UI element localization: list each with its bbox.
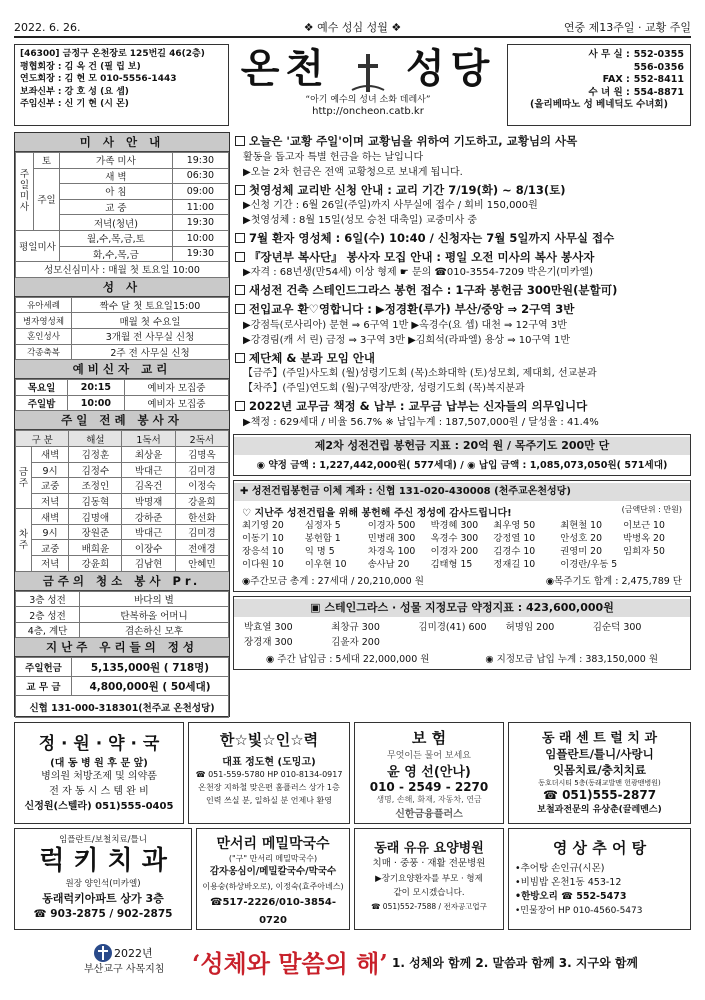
cell: 10:00	[172, 230, 228, 246]
cell: 혼인성사	[16, 328, 72, 344]
notice-list	[233, 134, 691, 430]
cell: 한선화	[175, 509, 228, 525]
donor-entry: 정재길 10	[493, 559, 536, 571]
donor-list-2	[560, 519, 686, 572]
cell: 바다의 별	[80, 591, 229, 607]
finance-title: 지난주 우리들의 정성	[15, 638, 229, 657]
rosary-total: ◉목주기도 합계 : 2,475,789 단	[545, 575, 682, 587]
council-president: 평협회장 : 김 옥 건 (필 립 보)	[20, 61, 141, 72]
cell: 예비자 모집중	[124, 395, 228, 411]
ad-title: 정 · 원 · 약 · 국	[38, 734, 160, 754]
ad-line: 잇몸치료/충치치료	[552, 763, 647, 777]
notice-title: 제단체 & 분과 모임 안내	[249, 350, 376, 365]
donor-entry: 김미경(41) 600	[418, 621, 487, 633]
ad-line: 생명, 손해, 화재, 자동차, 연금	[376, 795, 482, 804]
stained-box	[233, 596, 691, 670]
ad-title: 영 상 추 어 탕	[552, 839, 647, 857]
cell: 19:30	[172, 153, 228, 169]
fund-totals: ◉ 약정 금액 : 1,227,442,000원( 577세대) / ◉ 납입 금액 : 1,085,073,050원( 571세대)	[256, 459, 668, 471]
cell: 김명애	[69, 509, 122, 525]
checkbox-bullet-icon	[235, 304, 245, 314]
ad-line: 전 자 동 시 스 템 완 비	[49, 786, 149, 797]
month-title: ❖ 예수 성심 성월 ❖	[303, 21, 402, 34]
donor-entry: 최기영 20	[242, 519, 284, 531]
motto: “아기 예수의 성녀 소화 데레사”	[305, 95, 431, 105]
notice-detail: ▶첫영성체 : 8월 15일(성모 승천 대축일) 교중미사 중	[243, 215, 478, 227]
account-number: 신협 131-000-318301(천주교 온천성당)	[16, 696, 229, 718]
donor-entry: 최창규 300	[331, 621, 380, 633]
notices-column	[233, 132, 691, 717]
weekday-mass-label: 평일미사	[16, 230, 60, 261]
donor-entry: 이다원 10	[242, 559, 284, 571]
cell: 2층 성전	[16, 607, 80, 623]
donor-entry: 차경옥 100	[367, 546, 416, 558]
cell: 교 중	[60, 199, 173, 215]
stained-weekly: ◉ 주간 납입금 : 5세대 22,000,000 원	[265, 653, 430, 665]
notice-title: 새성전 건축 스테인드그라스 봉헌 접수 : 1구좌 봉헌금 300만원(분할可)	[249, 283, 618, 298]
cell: 박명재	[122, 493, 175, 509]
fund-box	[233, 434, 691, 476]
cell: 5,135,000원 ( 718명)	[72, 658, 229, 677]
donor-entry: 옥경수 300	[430, 532, 479, 544]
ad-line: 동래럭키아파트 상가 3층	[42, 892, 164, 905]
servers-title: 주일 전례 봉사자	[15, 411, 229, 430]
catechumen-table	[15, 379, 229, 411]
ad-line: •한방오리 ☎ 552-5473	[515, 891, 627, 902]
logo-left: 온천	[240, 45, 331, 92]
ad-lucky-dental	[14, 828, 192, 930]
donor-entry: 심정자 5	[304, 519, 341, 531]
sunday-mass-label: 주일미사	[16, 153, 34, 231]
cell: 2주 전 사무실 신청	[72, 344, 229, 360]
donor-entry: 임희자 50	[623, 546, 665, 558]
office-phone: 552-0355	[633, 49, 684, 60]
cell: 가족 미사	[60, 153, 173, 169]
donor-entry: 장응석 10	[242, 546, 284, 558]
donor-entry: 박병옥 20	[623, 532, 665, 544]
cell: 안혜민	[175, 556, 228, 572]
cell: 김옥건	[122, 478, 175, 494]
cell: 10:00	[68, 395, 125, 411]
cell: 새벽	[32, 446, 69, 462]
ad-line: ☎ 051-559-5780 HP 010-8134-0917	[195, 770, 343, 779]
ad-line: 원장 양인석(미카엘)	[65, 879, 141, 889]
cell: 박대근	[122, 462, 175, 478]
left-column	[14, 132, 230, 717]
mass-title: 미 사 안 내	[15, 133, 229, 152]
cell: 3층 성전	[16, 591, 80, 607]
cell: 김남현	[122, 556, 175, 572]
ad-line: 감자옹심이/메밀칼국수/막국수	[209, 866, 337, 877]
convent-name: (올리베따노 성 베네딕도 수녀회)	[530, 99, 668, 110]
notice-title: 2022년 교무금 책정 & 납부 : 교무금 납부는 신자들의 의무입니다	[249, 399, 588, 414]
cell: 병자영성체	[16, 313, 72, 329]
cleaning-table	[15, 591, 229, 639]
sacraments-title: 성 사	[15, 278, 229, 297]
cell: 9시	[32, 462, 69, 478]
this-week-label: 금주	[16, 446, 32, 508]
donor-entry: 이동기 10	[242, 532, 284, 544]
cell: 강윤희	[69, 556, 122, 572]
cell: 김명옥	[175, 446, 228, 462]
cell: 월,수,목,금,토	[60, 230, 173, 246]
checkbox-bullet-icon	[235, 185, 245, 195]
checkbox-bullet-icon	[235, 136, 245, 146]
cell: 김정수	[69, 462, 122, 478]
cell: 매월 첫 수요일	[72, 313, 229, 329]
ad-line: 010 - 2549 - 2270	[369, 780, 489, 794]
checkbox-bullet-icon	[235, 252, 245, 262]
donor-entry: 장경재 300	[244, 636, 293, 648]
cell: 장원준	[69, 524, 122, 540]
cell: 전애경	[175, 540, 228, 556]
cell: 1독서	[122, 431, 175, 447]
cell: 목요일	[16, 380, 68, 396]
cell: 주일헌금	[16, 658, 72, 677]
ad-nursing-hospital	[354, 828, 504, 930]
notice-item	[233, 134, 691, 180]
cell: 구 분	[16, 431, 69, 447]
ad-line: ☎517-2226/010-3854-0720	[210, 897, 336, 926]
donor-entry: 최현철 10	[560, 519, 603, 531]
cell: 짝수 달 첫 토요일15:00	[72, 297, 229, 313]
cleaning-title: 금주의 청소 봉사 Pr.	[15, 572, 229, 591]
ad-line: 온천장 지하철 맞은편 홈플러스 상가 1층	[198, 783, 340, 792]
catechumen-title: 예비신자 교리	[15, 360, 229, 379]
mass-table	[15, 152, 229, 278]
cell: 토	[34, 153, 60, 169]
ad-title: 만서리 메밀막국수	[216, 836, 330, 852]
ad-dental-central	[508, 722, 691, 824]
donor-entry: 이경란/우동 5	[560, 559, 618, 571]
donor-entry: 이경자 500	[367, 519, 416, 531]
ad-line: ☎ 051)552-7588 / 전자공고업구	[371, 902, 487, 911]
ad-subtitle: 무엇이든 물어 보세요	[387, 751, 471, 761]
label: 수 녀 원 :	[588, 86, 630, 98]
sacraments-table	[15, 297, 229, 360]
cell: 4,800,000원 ( 50세대)	[72, 677, 229, 696]
cell: 겸손하신 모후	[80, 622, 229, 638]
cell: 박대근	[122, 524, 175, 540]
notice-title: 첫영성체 교리반 신청 안내 : 교리 기간 7/19(화) ~ 8/13(토)	[249, 182, 566, 197]
cell: 배희윤	[69, 540, 122, 556]
address: [46300] 금정구 온천장로 125번길 46(2층)	[20, 49, 205, 59]
ad-buckwheat	[196, 828, 350, 930]
ad-title: 동 래 센 트 럴 치 과	[541, 731, 658, 746]
ad-title: 보 험	[411, 729, 447, 747]
cell: 06:30	[172, 168, 228, 184]
cell: 아 침	[60, 184, 173, 200]
notice-item	[233, 302, 691, 348]
ad-line: •민물장어 HP 010-4560-5473	[515, 906, 643, 916]
notice-title: 7월 환자 영성체 : 6일(수) 10:40 / 신청자는 7월 5일까지 사무실 접수	[249, 231, 615, 246]
cell: 19:30	[172, 246, 228, 262]
pastor: 주임신부 : 신 기 현 (시 몬)	[20, 99, 129, 109]
cell: 탄복하올 어머니	[80, 607, 229, 623]
top-bar	[14, 18, 691, 38]
donor-entry: 김윤자 200	[331, 636, 380, 648]
donor-entry: 김경수 10	[493, 546, 536, 558]
donor-entry: 이경자 200	[430, 546, 479, 558]
footer	[14, 940, 691, 990]
cell: 김미경	[175, 524, 228, 540]
ad-subtitle: 임플란트/보철치료/틀니	[59, 835, 147, 845]
ad-line: 치매 · 중풍 · 재활 전문병원	[372, 858, 486, 869]
convent-phone: 554-8871	[633, 86, 684, 98]
thanks-message: ♡ 지난주 성전건립을 위해 봉헌해 주신 정성에 감사드립니다!	[242, 507, 512, 519]
cell: 주일	[34, 168, 60, 230]
cell: 이정숙	[175, 478, 228, 494]
notice-item	[233, 231, 691, 247]
servers-table	[15, 430, 229, 571]
footer-org: 부산교구 사목지침	[84, 964, 165, 975]
office-phone-2: 556-0356	[633, 61, 684, 73]
ad-line: ▶장기요양환자를 부모 · 형제	[375, 874, 483, 884]
notice-detail: ▶강경림(캐 서 린) 금정 ⇒ 3구역 3반 ▶김희석(라파엘) 용상 ⇒ 10구역 1반	[243, 334, 571, 346]
logo-right: 성당	[405, 45, 496, 92]
ad-loach-soup	[508, 828, 691, 930]
ad-line: 윤 영 선(안나)	[387, 765, 471, 780]
footer-points: 1. 성체와 함께 2. 말씀과 함께 3. 지구와 함께	[392, 956, 639, 970]
ad-line: 동호더시티 5층(동래교발맨 헌광맨병원)	[538, 779, 661, 787]
cell: 저녁(청년)	[60, 215, 173, 231]
cell: 9시	[32, 524, 69, 540]
donation-box	[233, 480, 691, 592]
notice-item	[233, 399, 691, 430]
ad-line: 이용숭(하상바오로), 이정숙(효주아녜스)	[202, 882, 344, 891]
donor-entry: 송사남 20	[367, 559, 410, 571]
notice-detail: ▶자격 : 68년생(만54세) 이상 형제 ☛ 문의 ☎010-3554-7209 박은기(미카엘)	[243, 267, 594, 279]
notice-title: 전입교우 환♡영합니다 : ▶정경환(루가) 부산/중앙 ⇒ 2구역 3반	[249, 301, 575, 316]
ad-line: •비빔밥 온천1동 453-12	[515, 877, 622, 888]
ad-title: 한☆빛☆인☆력	[219, 731, 319, 749]
donor-entry: 민병래 300	[367, 532, 416, 544]
ad-line: 병의원 처방조제 및 의약품	[41, 771, 157, 782]
ad-line: 임플란트/틀니/사랑니	[545, 747, 654, 761]
ad-line: 같이 모시겠습니다.	[393, 888, 465, 898]
ad-staffing	[188, 722, 350, 824]
ad-pharmacy	[14, 722, 184, 824]
notice-detail: 【금주】(주일)사도회 (월)성령기도회 (목)소화대학 (토)성모회, 제대회, 선교분과	[243, 368, 597, 380]
cell: 교중	[32, 478, 69, 494]
assistant-priest: 보좌신부 : 강 호 성 (요 셉)	[20, 86, 129, 97]
notice-detail: ▶신청 기간 : 6월 26일(주일)까지 사무실에 접수 / 회비 150,000원	[243, 200, 538, 212]
donor-list	[238, 519, 560, 572]
notice-title: 『장년부 복사단』 봉사자 모집 안내 : 평일 오전 미사의 복사 봉사자	[249, 249, 595, 264]
donor-entry: 허명임 200	[505, 621, 555, 633]
ad-title: 동래 유유 요양병원	[374, 841, 484, 856]
ad-insurance	[354, 722, 504, 824]
notice-item	[233, 183, 691, 229]
cell: 3개월 전 사무실 신청	[72, 328, 229, 344]
ad-line: ☎ 051)555-2877	[542, 788, 657, 802]
cell: 19:30	[172, 215, 228, 231]
donor-entry: 김순덕 300	[592, 621, 642, 633]
stained-total: ◉ 지정모금 납입 누계 : 383,150,000 원	[485, 653, 659, 665]
cell: 교중	[32, 540, 69, 556]
next-week-label: 차주	[16, 509, 32, 571]
notice-item	[233, 250, 691, 281]
ad-line: •추어탕 손인규(시몬)	[515, 863, 605, 874]
label: 사 무 실 :	[588, 49, 630, 60]
cross-icon	[350, 52, 386, 92]
ad-line: 보철과전문의 유상춘(끌레멘스)	[537, 805, 662, 815]
sunday-title: 연중 제13주일 · 교황 주일	[563, 21, 691, 34]
parish-info	[14, 44, 229, 126]
ad-line: 신정원(스텔라) 051)555-0405	[24, 801, 174, 812]
notice-detail: 【차주】(주일)연도회 (월)구역장/반장, 성령기도회 (목)복지분과	[243, 383, 525, 395]
yeondo-president: 연도회장 : 김 현 모 010-5556-1443	[20, 74, 177, 84]
cell: 주일밤	[16, 395, 68, 411]
donor-entry: 권영미 20	[560, 546, 603, 558]
donor-entry: 이우현 10	[304, 559, 347, 571]
cell: 저녁	[32, 493, 69, 509]
cell: 조정인	[69, 478, 122, 494]
finance-table	[15, 657, 229, 718]
cell: 예비자 모집중	[124, 380, 228, 396]
unit-note: (금액단위 : 만원)	[621, 504, 682, 514]
ad-title: 럭 키 치 과	[39, 846, 167, 876]
donor-entry: 봉헌함 1	[304, 532, 341, 544]
notice-detail: ▶강점득(로사리아) 문현 ⇒ 6구역 1반 ▶옥경수(요 셉) 대천 ⇒ 12구역 3반	[243, 319, 567, 331]
cell: 유아세례	[16, 297, 72, 313]
cell: 새벽	[32, 509, 69, 525]
ad-line: ☎ 903-2875 / 902-2875	[33, 908, 173, 920]
cell: 최상윤	[122, 446, 175, 462]
ad-line: 신한금융플러스	[395, 809, 463, 820]
cell: 4층, 계단	[16, 622, 80, 638]
notice-item	[233, 351, 691, 397]
notice-item	[233, 283, 691, 299]
ad-line: 인력 쓰실 분, 일하실 분 언제나 환영	[206, 796, 332, 805]
checkbox-bullet-icon	[235, 401, 245, 411]
ad-subtitle: 대표 정도현 (도밍고)	[222, 757, 316, 768]
footer-year: 2022년	[114, 947, 153, 960]
stained-title: ▣ 스테인그라스 · 성물 지정모금 약정지표 : 423,600,000원	[234, 599, 690, 617]
weekly-total: ◉주간모금 총계 : 27세대 / 20,210,000 원	[242, 575, 424, 587]
cell: 김미경	[175, 462, 228, 478]
notice-detail: ▶오늘 2차 헌금은 전액 교황청으로 보내게 됩니다.	[243, 166, 463, 178]
notice-detail: 활동을 돕고자 특별 헌금을 하는 날입니다	[243, 151, 424, 163]
website-link[interactable]: http://oncheon.catb.kr	[312, 106, 424, 117]
cell: 김동혁	[69, 493, 122, 509]
contact-info	[507, 44, 691, 126]
cell: 저녁	[32, 556, 69, 572]
cell: 09:00	[172, 184, 228, 200]
cell: 강윤희	[175, 493, 228, 509]
ad-subtitle: (대 동 병 원 후 문 앞)	[50, 758, 148, 769]
cell: 11:00	[172, 199, 228, 215]
cell: 새 벽	[60, 168, 173, 184]
label: FAX :	[602, 74, 630, 85]
donor-entry: 박효열 300	[244, 621, 293, 633]
donor-entry: 김태형 15	[430, 559, 473, 571]
cell: 강하준	[122, 509, 175, 525]
cell: 해설	[69, 431, 122, 447]
notice-detail: ▶책정 : 629세대 / 비율 56.7% ※ 납입누계 : 187,507,000원 / 달성율 : 41.4%	[243, 416, 599, 428]
donor-entry: 이보근 10	[623, 519, 665, 531]
transfer-account: ✚ 성전건립봉헌금 이체 계좌 : 신협 131-020-430008 (천주교온천성당)	[234, 483, 690, 501]
cell: 교 무 금	[16, 677, 72, 696]
checkbox-bullet-icon	[235, 353, 245, 363]
stained-donors	[238, 620, 686, 650]
cell: 20:15	[68, 380, 125, 396]
donor-entry: 강정열 10	[493, 532, 536, 544]
cell: 화,수,목,금	[60, 246, 173, 262]
notice-title: 오늘은 '교황 주일'이며 교황님을 위하여 기도하고, 교황님의 사목	[249, 134, 578, 148]
fax: 552-8411	[633, 74, 684, 85]
marian-mass-note: 성모신심미사 : 매월 첫 토요일 10:00	[16, 262, 229, 278]
donor-entry: 최우영 50	[493, 519, 536, 531]
checkbox-bullet-icon	[235, 285, 245, 295]
donor-entry: 익 명 5	[304, 546, 335, 558]
ad-subtitle: ("구" 만서리 메밀막국수)	[228, 854, 318, 863]
cell: 각종축복	[16, 344, 72, 360]
checkbox-bullet-icon	[235, 233, 245, 243]
footer-slogan: ‘성체와 말씀의 해’	[192, 949, 388, 978]
cell: 2독서	[175, 431, 228, 447]
date: 2022. 6. 26.	[14, 20, 81, 34]
donor-entry: 안성호 20	[560, 532, 603, 544]
masthead	[233, 44, 503, 126]
cell: 김정훈	[69, 446, 122, 462]
donor-entry: 박경혜 300	[430, 519, 479, 531]
cell: 이장수	[122, 540, 175, 556]
fund-title: 제2차 성전건립 봉헌금 지표 : 20억 원 / 목주기도 200만 단	[234, 437, 690, 455]
